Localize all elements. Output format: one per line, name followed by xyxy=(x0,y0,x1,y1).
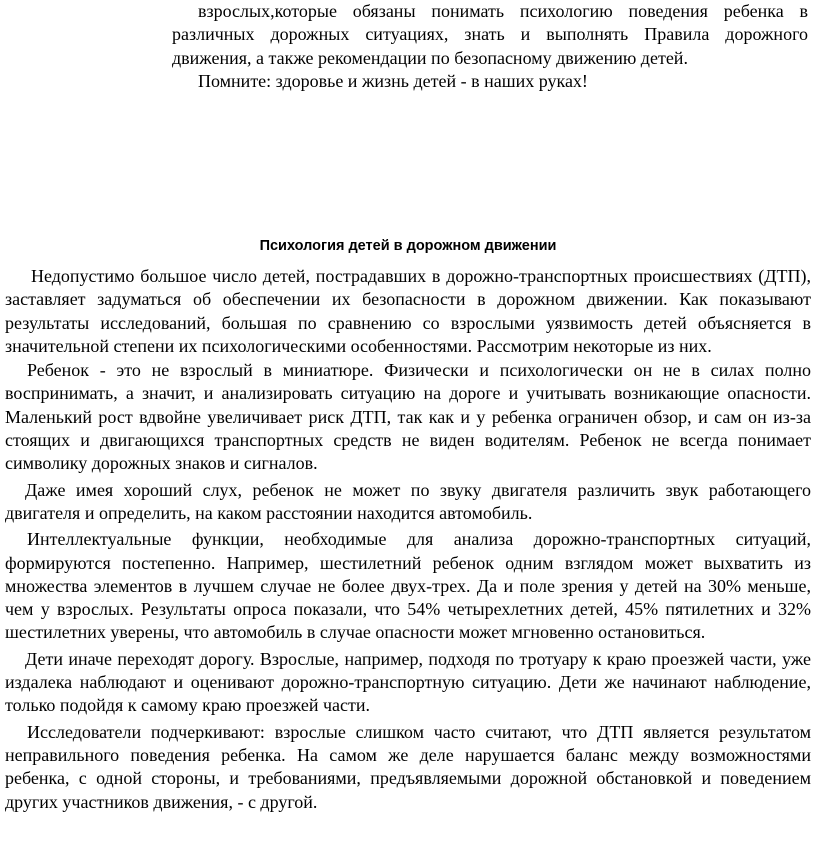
body-paragraph-2: Ребенок - это не взрослый в миниатюре. Физически и психологически он не в силах полно воспринимать, а значит, и анализировать ситуацию на дороге и учитывать возникающие опасности. Маленький рост вдвойне увеличивает риск ДТП, так как и у ребенка ограничен обзор, и сам он из-за стоящих и двигающихся транспортных средств не виден водителям. Ребенок не всегда понимает символику дорожных знаков и сигналов. xyxy=(5,360,811,474)
body-paragraph-3: Даже имея хороший слух, ребенок не может по звуку двигателя различить звук работающего двигателя и определить, на каком расстоянии находится автомобиль. xyxy=(5,479,811,523)
section-title: Психология детей в дорожном движении xyxy=(259,238,557,254)
intro-text-block xyxy=(172,0,808,93)
body-paragraph-4: Интеллектуальные функции, необходимые для анализа дорожно-транспортных ситуаций, формируются постепенно. Например, шестилетний ребенок одним взглядом может выхватить из множества элементов в лучшем случае не более двух-трех. Да и поле зрения у детей на 30% меньше, чем у взрослых. Результаты опроса показали, что 54% четырехлетних детей, 45% пятилетних и 32% шестилетних уверены, что автомобиль в случае опасности может мгновенно остановиться. xyxy=(5,529,811,643)
reminder-paragraph: Помните: здоровье и жизнь детей - в наших руках! xyxy=(198,70,588,91)
body-paragraph-6: Исследователи подчеркивают: взрослые слишком часто считают, что ДТП является результатом неправильного поведения ребенка. На самом же деле нарушается баланс между возможностями ребенка, с одной стороны, и требованиями, предъявляемыми дорожной обстановкой и поведением других участников движения, - с другой. xyxy=(5,721,811,812)
section-body xyxy=(5,265,811,814)
intro-paragraph: взрослых,которые обязаны понимать психологию поведения ребенка в различных дорожных ситуациях, знать и выполнять Правила дорожного движения, а также рекомендации по безопасному движению детей. xyxy=(172,1,808,68)
body-paragraph-5: Дети иначе переходят дорогу. Взрослые, например, подходя по тротуару к краю проезжей части, уже издалека наблюдают и оценивают дорожно-транспортную ситуацию. Дети же начинают наблюдение, только подойдя к самому краю проезжей части. xyxy=(5,648,811,716)
body-paragraph-1: Недопустимо большое число детей, пострадавших в дорожно-транспортных происшествиях (ДТП), заставляет задуматься об обеспечении их безопасности в дорожном движении. Как показывают результаты исследований, большая по сравнению со взрослыми уязвимость детей объясняется в значительной степени их психологическими особенностями. Рассмотрим некоторые из них. xyxy=(5,266,811,356)
